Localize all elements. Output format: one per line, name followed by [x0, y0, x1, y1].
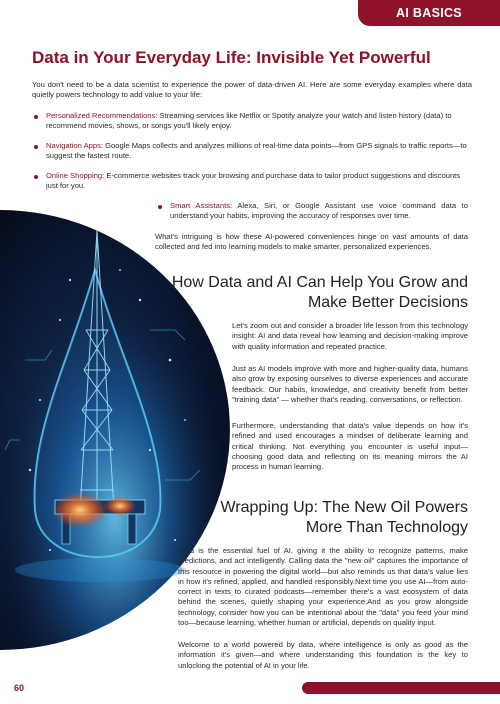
section2-title-line1: How Data and AI Can Help You Grow and: [171, 274, 468, 291]
bullet-text: Google Maps collects and analyzes millions of real-time data points—from GPS signals to traffic reports—to suggest the fastest route.: [46, 141, 467, 161]
footer-bar: [302, 682, 500, 694]
section3-title: [168, 498, 468, 538]
bullet-navigation: [46, 141, 472, 162]
page-number: 60: [14, 683, 25, 693]
bullet-label: Smart Assistants:: [170, 201, 233, 210]
bullet-text: E-commerce websites track your browsing and purchase data to tailor product suggestions and discounts just for you.: [46, 171, 461, 191]
section2-title-line2: Make Better Decisions: [307, 294, 468, 311]
bullet-recommendations: [46, 111, 472, 132]
section3-paragraph-1: Data is the essential fuel of AI, giving it the ability to recognize patterns, make predictions, and act intelligently. Calling data the "new oil" captures the importance of this resource in powering the digital world—but also reminds us that data's value lies in how it's refined, applied, and handled responsibly.Next time you use AI—from auto-correct in texts to curated podcasts—remember there's a vast ecosystem of data behind the scenes, quietly shaping your experience.And as you grow alongside technology, consider how you can be intentional about the "data" you feed your mind too—because learning, whether human or artificial, depends on quality input.: [178, 546, 468, 628]
section2-paragraph-3: Furthermore, understanding that data's value depends on how it's refined and used encourages a mindset of deliberate learning and critical thinking. Not everything you encounter is useful input—choosing good data and reflecting on its meaning mirrors the AI process in human learning.: [232, 421, 468, 472]
section3-title-line2: More Than Technology: [305, 519, 468, 536]
bullet-dot: [34, 175, 38, 179]
section1-intro: You don't need to be a data scientist to experience the power of data-driven AI. Here are some everyday examples where data quietly powers technology to add value to your life:: [32, 80, 472, 100]
section1-title: Data in Your Everyday Life: Invisible Yet Powerful: [32, 48, 431, 67]
bullet-shopping: [46, 171, 472, 192]
bullet-label: Online Shopping:: [46, 171, 105, 180]
bullet-dot: [158, 205, 162, 209]
bullet-text: Streaming services like Netflix or Spotify analyze your watch and listen history (data) to recommend movies, shows, or songs you'll likely enjoy.: [46, 111, 452, 131]
section3-paragraph-2: Welcome to a world powered by data, where intelligence is only as good as the information it's given—and where understanding this foundation is the key to unlocking the potential of AI in your life.: [178, 640, 468, 670]
bullet-label: Personalized Recommendations:: [46, 111, 158, 120]
section2-paragraph-1: Let's zoom out and consider a broader life lesson from this technology insight: AI and data reveal how learning and decision-making improve with quality information and repeated practice.: [232, 321, 468, 351]
bullet-dot: [34, 115, 38, 119]
section1-closing: What's intriguing is how these AI-powered conveniences hinge on vast amounts of data collected and fed into learning models to make smarter, personalized experiences.: [155, 232, 468, 252]
section3-title-line1: Wrapping Up: The New Oil Powers: [220, 499, 468, 516]
bullet-text: Alexa, Siri, or Google Assistant use voice command data to understand your habits, improving the accuracy of responses over time.: [170, 201, 468, 221]
section2-title: [168, 273, 468, 313]
section2-paragraph-2: Just as AI models improve with more and higher-quality data, humans also grow by exposing ourselves to diverse experiences and accurate feedback. Our habits, knowledge, and creativity benefit from better "training data" — whether that's reading, conversations, or reflection.: [232, 364, 468, 404]
bullet-dot: [34, 145, 38, 149]
section-tag: AI BASICS: [358, 0, 500, 26]
bullet-label: Navigation Apps:: [46, 141, 103, 150]
